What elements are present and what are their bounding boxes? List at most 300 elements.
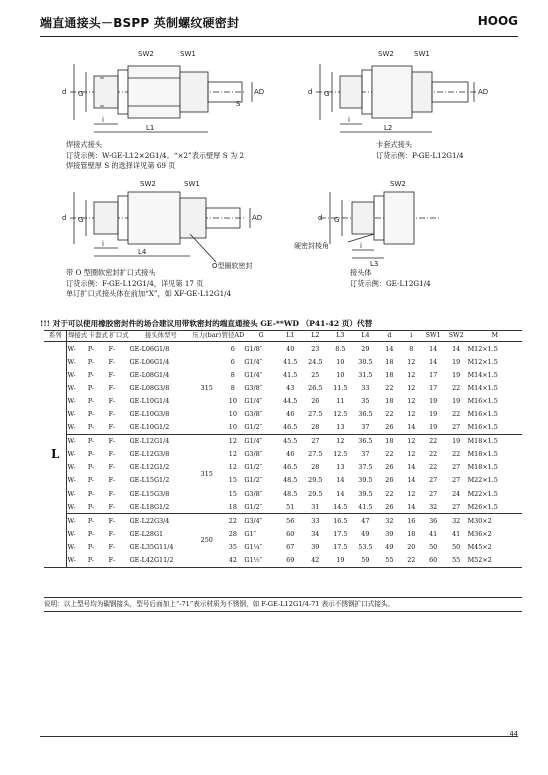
sw2-cell: 19 bbox=[452, 357, 461, 366]
fig2-g-label: G bbox=[324, 90, 330, 98]
l4-cell: 36.5 bbox=[358, 437, 373, 446]
fig1-i-label: i bbox=[102, 116, 104, 124]
flared-prefix-cell: F- bbox=[108, 542, 115, 551]
fig2-i-label: i bbox=[348, 116, 350, 124]
cutting-ring-prefix-cell: P- bbox=[87, 542, 94, 551]
flared-prefix-cell: F- bbox=[109, 421, 130, 435]
soft-seal-recommendation-note: !!! 对于可以使用橡胶密封件的场合建议用带软密封的端直通接头 GE-**WD （P41-42 页）代替 bbox=[40, 319, 373, 328]
sw2-cell: 27 bbox=[445, 421, 468, 435]
l2-cell: 27.5 bbox=[308, 450, 323, 459]
sw2-cell: 27 bbox=[452, 463, 461, 472]
m-cell: M36×2 bbox=[467, 529, 492, 538]
l3-cell: 13 bbox=[328, 421, 353, 435]
table-row bbox=[44, 394, 522, 407]
sw1-cell: 22 bbox=[429, 450, 438, 459]
body-model-cell: GE-L15G3/8 bbox=[129, 489, 170, 498]
l3-cell: 14 bbox=[336, 489, 345, 498]
l3-cell: 14.5 bbox=[328, 500, 353, 514]
l1-cell: 40 bbox=[286, 344, 295, 353]
l4-cell: 33 bbox=[361, 383, 370, 392]
flared-prefix-cell: F- bbox=[108, 529, 115, 538]
tube-od-cell: 15 bbox=[228, 489, 237, 498]
cutting-ring-prefix-cell: P- bbox=[87, 529, 94, 538]
table-row bbox=[44, 461, 522, 474]
fig4-caption-title: 接头体 bbox=[350, 268, 372, 277]
l3-cell: 10 bbox=[336, 357, 345, 366]
i-cell: 12 bbox=[407, 357, 416, 366]
d-cell: 26 bbox=[378, 500, 401, 514]
fig2-caption-example: 订货示例：P-GE-L12G1/4 bbox=[376, 150, 464, 160]
i-cell: 12 bbox=[407, 410, 416, 419]
sw2-cell: 22 bbox=[452, 410, 461, 419]
table-row bbox=[44, 448, 522, 461]
page-number: 44 bbox=[509, 730, 518, 738]
tube-od-cell: 12 bbox=[228, 463, 237, 472]
fig1-sw1-label: SW1 bbox=[180, 50, 196, 58]
col-pressure: 压力(bar) bbox=[192, 330, 221, 342]
i-cell: 14 bbox=[407, 463, 416, 472]
m-cell: M26×1.5 bbox=[468, 500, 522, 514]
g-cell: G1/2″ bbox=[244, 421, 277, 435]
l3-cell: 17.5 bbox=[333, 529, 348, 538]
l4-cell: 41.5 bbox=[353, 500, 378, 514]
d-cell: 14 bbox=[385, 344, 394, 353]
sw1-cell: 17 bbox=[429, 370, 438, 379]
sw2-cell: 32 bbox=[452, 516, 461, 525]
fig1-sw2-label: SW2 bbox=[138, 50, 154, 58]
flared-fitting-drawing bbox=[40, 178, 280, 270]
i-cell: 12 bbox=[407, 437, 416, 446]
m-cell: M14×1.5 bbox=[467, 383, 498, 392]
fig2-caption bbox=[376, 140, 464, 161]
col-welded: 焊接式 bbox=[67, 330, 88, 342]
fig4-caption-example: 订货示例：GE-L12G1/4 bbox=[350, 278, 431, 288]
fig1-ad-label: AD bbox=[254, 88, 265, 96]
m-cell: M16×1.5 bbox=[467, 410, 498, 419]
m-cell: M52×2 bbox=[468, 554, 522, 568]
fig2-l2-label: L2 bbox=[384, 124, 393, 132]
d-cell: 26 bbox=[385, 476, 394, 485]
cutting-ring-prefix-cell: P- bbox=[87, 370, 94, 379]
fig3-sw2-label: SW2 bbox=[140, 180, 156, 188]
tube-od-cell: 8 bbox=[230, 383, 235, 392]
col-flared: 扩口式 bbox=[109, 330, 130, 342]
welded-prefix-cell: W- bbox=[67, 542, 76, 551]
l2-cell: 33 bbox=[311, 516, 320, 525]
sw1-cell: 41 bbox=[429, 529, 438, 538]
welded-prefix-cell: W- bbox=[67, 489, 76, 498]
body-model-cell: GE-L10G1/4 bbox=[129, 396, 170, 405]
m-cell: M14×1.5 bbox=[467, 370, 498, 379]
m-cell: M16×1.5 bbox=[467, 396, 498, 405]
l3-cell: 11 bbox=[336, 396, 345, 405]
welded-prefix-cell: W- bbox=[67, 529, 76, 538]
table-remark: 说明：以上型号均为碳钢接头，型号后面加上“-71”表示材质为不锈钢，如 F-GE-L12G1/4-71 表示不锈钢扩口式接头。 bbox=[44, 598, 522, 612]
m-cell: M16×1.5 bbox=[468, 421, 522, 435]
l1-cell: 46.5 bbox=[283, 463, 298, 472]
spec-table-body bbox=[44, 342, 522, 568]
l2-cell: 28 bbox=[303, 421, 328, 435]
l2-cell: 25 bbox=[311, 370, 320, 379]
table-row bbox=[44, 381, 522, 394]
tube-od-cell: 22 bbox=[228, 516, 237, 525]
l2-cell: 26.5 bbox=[308, 383, 323, 392]
sw2-cell: 27 bbox=[445, 500, 468, 514]
col-m: M bbox=[468, 330, 522, 342]
l2-cell: 34 bbox=[311, 529, 320, 538]
l4-cell: 53.5 bbox=[358, 542, 373, 551]
spec-table bbox=[44, 330, 522, 568]
l2-cell: 27 bbox=[311, 437, 320, 446]
col-l4: L4 bbox=[353, 330, 378, 342]
welded-prefix-cell: W- bbox=[67, 554, 88, 568]
welded-prefix-cell: W- bbox=[67, 383, 76, 392]
l4-cell: 37 bbox=[353, 421, 378, 435]
body-model-cell: GE-L06G1/4 bbox=[129, 357, 170, 366]
m-cell: M22×1.5 bbox=[467, 489, 498, 498]
g-cell: G1/4″ bbox=[244, 357, 263, 366]
m-cell: M18×1.5 bbox=[467, 463, 498, 472]
cutting-ring-prefix-cell: P- bbox=[87, 344, 94, 353]
m-cell: M45×2 bbox=[467, 542, 492, 551]
fig3-l4-label: L4 bbox=[138, 248, 147, 256]
table-row bbox=[44, 527, 522, 540]
g-cell: G1/2″ bbox=[244, 463, 263, 472]
cutting-ring-prefix-cell: P- bbox=[87, 476, 94, 485]
flared-prefix-cell: F- bbox=[108, 410, 115, 419]
body-model-cell: GE-L22G3/4 bbox=[129, 516, 170, 525]
fig2-ad-label: AD bbox=[478, 88, 489, 96]
l4-cell: 29 bbox=[361, 344, 370, 353]
flared-prefix-cell: F- bbox=[109, 500, 130, 514]
l4-cell: 39.5 bbox=[358, 489, 373, 498]
fig1-s-label: S bbox=[236, 100, 241, 108]
i-cell: 12 bbox=[407, 383, 416, 392]
l3-cell: 13 bbox=[336, 463, 345, 472]
g-cell: G1/2″ bbox=[244, 476, 263, 485]
welded-prefix-cell: W- bbox=[67, 516, 76, 525]
sw1-cell: 27 bbox=[429, 476, 438, 485]
i-cell: 20 bbox=[407, 542, 416, 551]
m-cell: M30×2 bbox=[467, 516, 492, 525]
body-model-cell: GE-L28G1 bbox=[129, 529, 164, 538]
body-model-cell: GE-L08G3/8 bbox=[129, 383, 170, 392]
fig3-ad-label: AD bbox=[252, 214, 263, 222]
l4-cell: 47 bbox=[361, 516, 370, 525]
d-cell: 26 bbox=[385, 463, 394, 472]
i-cell: 14 bbox=[401, 421, 422, 435]
body-model-cell: GE-L12G3/8 bbox=[129, 450, 170, 459]
col-series: 系列 bbox=[44, 330, 67, 342]
flared-prefix-cell: F- bbox=[108, 476, 115, 485]
l1-cell: 48.5 bbox=[283, 476, 298, 485]
i-cell: 14 bbox=[401, 500, 422, 514]
g-cell: G3/8″ bbox=[244, 489, 263, 498]
cutting-ring-prefix-cell: P- bbox=[88, 554, 109, 568]
welded-prefix-cell: W- bbox=[67, 450, 76, 459]
tube-od-cell: 10 bbox=[228, 410, 237, 419]
g-cell: G1/8″ bbox=[244, 344, 263, 353]
tube-od-cell: 28 bbox=[228, 529, 237, 538]
cutting-ring-prefix-cell: P- bbox=[87, 410, 94, 419]
flared-prefix-cell: F- bbox=[108, 357, 115, 366]
table-row bbox=[44, 474, 522, 487]
d-cell: 39 bbox=[385, 529, 394, 538]
fig4-g-label: G bbox=[334, 216, 340, 224]
fig1-d-label: d bbox=[62, 88, 67, 96]
l3-cell: 16.5 bbox=[333, 516, 348, 525]
welded-prefix-cell: W- bbox=[67, 410, 76, 419]
l2-cell: 23 bbox=[311, 344, 320, 353]
fig3-i-label: i bbox=[102, 240, 104, 248]
footer-rule bbox=[40, 736, 518, 737]
sw2-cell: 50 bbox=[452, 542, 461, 551]
d-cell: 22 bbox=[385, 410, 394, 419]
fig4-i-label: i bbox=[360, 242, 362, 250]
fig3-caption-example: 订货示例：F-GE-L12G1/4，详见第 17 页 bbox=[66, 278, 204, 288]
d-cell: 26 bbox=[378, 421, 401, 435]
cutting-ring-fitting-drawing bbox=[296, 44, 496, 140]
tube-od-cell: 18 bbox=[221, 500, 244, 514]
l1-cell: 43 bbox=[286, 383, 295, 392]
body-model-cell: GE-L10G1/2 bbox=[130, 421, 193, 435]
l1-cell: 69 bbox=[278, 554, 303, 568]
col-tube-od: 管径AD bbox=[221, 330, 244, 342]
l1-cell: 48.5 bbox=[283, 489, 298, 498]
page-title: 端直通接头－BSPP 英制螺纹硬密封 bbox=[40, 16, 240, 30]
fig2-d-label: d bbox=[308, 88, 313, 96]
i-cell: 18 bbox=[407, 529, 416, 538]
pressure-cell: 315 bbox=[192, 434, 221, 514]
fig3-d-label: d bbox=[62, 214, 67, 222]
table-row bbox=[44, 342, 522, 356]
g-cell: G3/8″ bbox=[244, 450, 263, 459]
l4-cell: 37.5 bbox=[358, 463, 373, 472]
l1-cell: 45.5 bbox=[283, 437, 298, 446]
sw2-cell: 22 bbox=[452, 450, 461, 459]
body-model-cell: GE-L10G3/8 bbox=[129, 410, 170, 419]
sw2-cell: 41 bbox=[452, 529, 461, 538]
body-model-cell: GE-L08G1/4 bbox=[129, 370, 170, 379]
tube-od-cell: 6 bbox=[230, 357, 235, 366]
l3-cell: 10 bbox=[336, 370, 345, 379]
g-cell: G1/4″ bbox=[244, 396, 263, 405]
i-cell: 22 bbox=[401, 554, 422, 568]
d-cell: 55 bbox=[378, 554, 401, 568]
header-rule bbox=[40, 36, 518, 37]
sw1-cell: 19 bbox=[422, 421, 445, 435]
welded-prefix-cell: W- bbox=[67, 437, 76, 446]
fig1-caption bbox=[66, 140, 244, 172]
flared-prefix-cell: F- bbox=[108, 463, 115, 472]
d-cell: 18 bbox=[385, 370, 394, 379]
col-i: i bbox=[401, 330, 422, 342]
tube-od-cell: 42 bbox=[221, 554, 244, 568]
table-row bbox=[44, 407, 522, 420]
sw2-cell: 19 bbox=[452, 437, 461, 446]
sw2-cell: 24 bbox=[452, 489, 461, 498]
cutting-ring-prefix-cell: P- bbox=[87, 357, 94, 366]
g-cell: G1½″ bbox=[244, 554, 277, 568]
l3-cell: 12.5 bbox=[333, 410, 348, 419]
sw1-cell: 32 bbox=[422, 500, 445, 514]
l1-cell: 51 bbox=[278, 500, 303, 514]
d-cell: 22 bbox=[385, 489, 394, 498]
sw1-cell: 50 bbox=[429, 542, 438, 551]
tube-od-cell: 8 bbox=[230, 370, 235, 379]
fig3-caption bbox=[66, 268, 231, 300]
l3-cell: 8.5 bbox=[335, 344, 346, 353]
welded-prefix-cell: W- bbox=[67, 476, 76, 485]
cutting-ring-prefix-cell: P- bbox=[88, 421, 109, 435]
i-cell: 8 bbox=[409, 344, 414, 353]
i-cell: 12 bbox=[407, 396, 416, 405]
tube-od-cell: 10 bbox=[228, 396, 237, 405]
cutting-ring-prefix-cell: P- bbox=[87, 463, 94, 472]
sw2-cell: 19 bbox=[452, 370, 461, 379]
l4-cell: 30.5 bbox=[358, 357, 373, 366]
col-l2: L2 bbox=[303, 330, 328, 342]
g-cell: G3/8″ bbox=[244, 383, 263, 392]
l1-cell: 41.5 bbox=[283, 357, 298, 366]
body-model-cell: GE-L18G1/2 bbox=[130, 500, 193, 514]
body-model-cell: GE-L06G1/8 bbox=[129, 344, 170, 353]
l2-cell: 26 bbox=[311, 396, 320, 405]
fig4-d-label: d bbox=[318, 214, 323, 222]
cutting-ring-prefix-cell: P- bbox=[87, 437, 94, 446]
tube-od-cell: 10 bbox=[221, 421, 244, 435]
l3-cell: 11.5 bbox=[333, 383, 348, 392]
m-cell: M12×1.5 bbox=[467, 357, 498, 366]
col-cutting-ring: 卡套式 bbox=[88, 330, 109, 342]
fig3-caption-title: 带 O 型圈软密封扩口式接头 bbox=[66, 268, 156, 277]
l1-cell: 56 bbox=[286, 516, 295, 525]
body-model-cell: GE-L42G11/2 bbox=[130, 554, 193, 568]
g-cell: G1/4″ bbox=[244, 437, 263, 446]
flared-prefix-cell: F- bbox=[108, 344, 115, 353]
table-row bbox=[44, 500, 522, 514]
cutting-ring-prefix-cell: P- bbox=[87, 396, 94, 405]
g-cell: G1¼″ bbox=[244, 542, 263, 551]
table-row bbox=[44, 514, 522, 528]
fig4-l3-label: L3 bbox=[370, 260, 379, 268]
cutting-ring-prefix-cell: P- bbox=[88, 500, 109, 514]
fig3-sw1-label: SW1 bbox=[184, 180, 200, 188]
l2-cell: 28 bbox=[311, 463, 320, 472]
fig1-caption-title: 焊接式接头 bbox=[66, 140, 102, 149]
l3-cell: 17.5 bbox=[333, 542, 348, 551]
sw1-cell: 19 bbox=[429, 410, 438, 419]
g-cell: G3/8″ bbox=[244, 410, 263, 419]
cutting-ring-prefix-cell: P- bbox=[87, 450, 94, 459]
tube-od-cell: 6 bbox=[230, 344, 235, 353]
l3-cell: 12 bbox=[336, 437, 345, 446]
fig3-caption-note: 单订扩口式接头体在前加“X”，如 XF-GE-L12G1/4 bbox=[66, 289, 232, 298]
g-cell: G1/2″ bbox=[244, 500, 277, 514]
cutting-ring-prefix-cell: P- bbox=[87, 489, 94, 498]
fig4-hard-seal-label: 硬密封棱角 bbox=[294, 242, 329, 250]
l2-cell: 29.5 bbox=[308, 489, 323, 498]
table-row bbox=[44, 355, 522, 368]
flared-prefix-cell: F- bbox=[108, 450, 115, 459]
col-d: d bbox=[378, 330, 401, 342]
tube-od-cell: 12 bbox=[228, 437, 237, 446]
l4-cell: 36.5 bbox=[358, 410, 373, 419]
d-cell: 49 bbox=[385, 542, 394, 551]
table-row bbox=[44, 368, 522, 381]
sw1-cell: 27 bbox=[429, 489, 438, 498]
fig2-sw1-label: SW1 bbox=[414, 50, 430, 58]
i-cell: 12 bbox=[407, 450, 416, 459]
table-row bbox=[44, 434, 522, 448]
col-l1: L1 bbox=[278, 330, 303, 342]
cutting-ring-prefix-cell: P- bbox=[87, 516, 94, 525]
l4-cell: 37 bbox=[361, 450, 370, 459]
page-header bbox=[40, 12, 518, 34]
i-cell: 12 bbox=[407, 370, 416, 379]
d-cell: 18 bbox=[385, 437, 394, 446]
g-cell: G1/4″ bbox=[244, 370, 263, 379]
welded-prefix-cell: W- bbox=[67, 396, 76, 405]
d-cell: 22 bbox=[385, 383, 394, 392]
sw1-cell: 36 bbox=[429, 516, 438, 525]
body-model-cell: GE-L35G11/4 bbox=[129, 542, 174, 551]
welded-prefix-cell: W- bbox=[67, 344, 76, 353]
col-sw1: SW1 bbox=[422, 330, 445, 342]
body-model-cell: GE-L15G1/2 bbox=[129, 476, 170, 485]
m-cell: M18×1.5 bbox=[467, 450, 498, 459]
l3-cell: 14 bbox=[336, 476, 345, 485]
i-cell: 12 bbox=[407, 489, 416, 498]
sw1-cell: 17 bbox=[429, 383, 438, 392]
col-g: G bbox=[244, 330, 277, 342]
welded-fitting-drawing bbox=[40, 44, 280, 140]
fig1-caption-example: 订货示例：W-GE-L12×2G1/4。“×2”表示壁厚 S 为 2 bbox=[66, 150, 245, 160]
g-cell: G1″ bbox=[244, 529, 256, 538]
l4-cell: 49 bbox=[361, 529, 370, 538]
sw2-cell: 19 bbox=[452, 396, 461, 405]
table-row bbox=[44, 421, 522, 435]
d-cell: 18 bbox=[385, 357, 394, 366]
i-cell: 14 bbox=[407, 476, 416, 485]
pressure-cell: 250 bbox=[192, 514, 221, 567]
welded-prefix-cell: W- bbox=[67, 421, 88, 435]
l3-cell: 12.5 bbox=[333, 450, 348, 459]
welded-prefix-cell: W- bbox=[67, 500, 88, 514]
col-body-model: 接头体型号 bbox=[130, 330, 193, 342]
welded-prefix-cell: W- bbox=[67, 463, 76, 472]
l2-cell: 42 bbox=[303, 554, 328, 568]
l2-cell: 24.5 bbox=[308, 357, 323, 366]
fig1-l1-label: L1 bbox=[146, 124, 155, 132]
fig4-caption bbox=[350, 268, 431, 289]
sw2-cell: 27 bbox=[452, 476, 461, 485]
sw1-cell: 19 bbox=[429, 396, 438, 405]
l4-cell: 35 bbox=[361, 396, 370, 405]
col-sw2: SW2 bbox=[445, 330, 468, 342]
tube-od-cell: 12 bbox=[228, 450, 237, 459]
l1-cell: 46 bbox=[286, 450, 295, 459]
l1-cell: 46.5 bbox=[278, 421, 303, 435]
l1-cell: 41.5 bbox=[283, 370, 298, 379]
sw1-cell: 14 bbox=[429, 344, 438, 353]
d-cell: 18 bbox=[385, 396, 394, 405]
sw1-cell: 60 bbox=[422, 554, 445, 568]
l4-cell: 39.5 bbox=[358, 476, 373, 485]
sw2-cell: 14 bbox=[452, 344, 461, 353]
flared-prefix-cell: F- bbox=[109, 554, 130, 568]
d-cell: 32 bbox=[385, 516, 394, 525]
